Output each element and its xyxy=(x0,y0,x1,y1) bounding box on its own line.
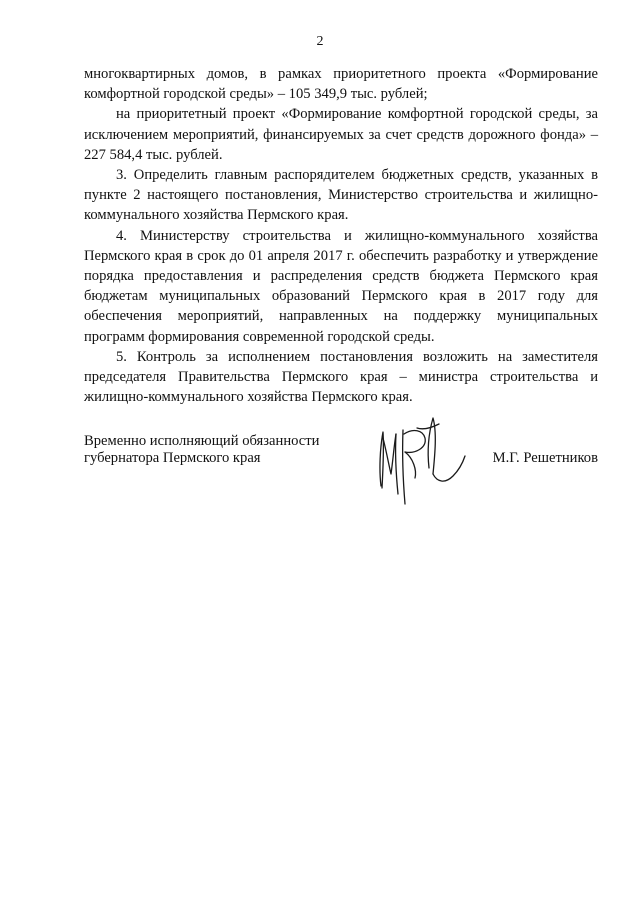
document-body xyxy=(84,64,598,407)
signature-block xyxy=(84,433,598,503)
paragraph-item-3: 3. Определить главным распорядителем бюджетных средств, указанных в пункте 2 настоящего постановления, Министерство строительства и жилищно-коммунального хозяйства Пермского края. xyxy=(84,167,598,224)
signatory-name: М.Г. Решетников xyxy=(492,450,598,466)
page-number: 2 xyxy=(316,34,324,49)
signatory-title-line-2: губернатора Пермского края xyxy=(84,450,261,466)
paragraph-item-5: 5. Контроль за исполнением постановления возложить на заместителя председателя Правительства Пермского края – министра строительства и жилищно-коммунального хозяйства Пермского края. xyxy=(84,348,598,406)
signatory-title xyxy=(84,433,374,467)
paragraph-continuation: многоквартирных домов, в рамках приоритетного проекта «Формирование комфортной городской среды» – 105 349,9 тыс. рублей; xyxy=(84,66,598,103)
paragraph-project-funding: на приоритетный проект «Формирование комфортной городской среды, за исключением мероприятий, финансируемых за счет средств дорожного фонда» – 227 584,4 тыс. рублей. xyxy=(84,106,598,163)
paragraph-item-4: 4. Министерству строительства и жилищно-коммунального хозяйства Пермского края в срок до 01 апреля 2017 г. обеспечить разработку и утверждение порядка предоставления и распределения средств бюджета Пермского края бюджетам муниципальных образований Пермского края в 2017 году для обеспечения мероприятий, направленных на поддержку муниципальных программ формирования современной городской среды. xyxy=(84,227,598,345)
signatory-title-line-1: Временно исполняющий обязанности xyxy=(84,433,320,449)
